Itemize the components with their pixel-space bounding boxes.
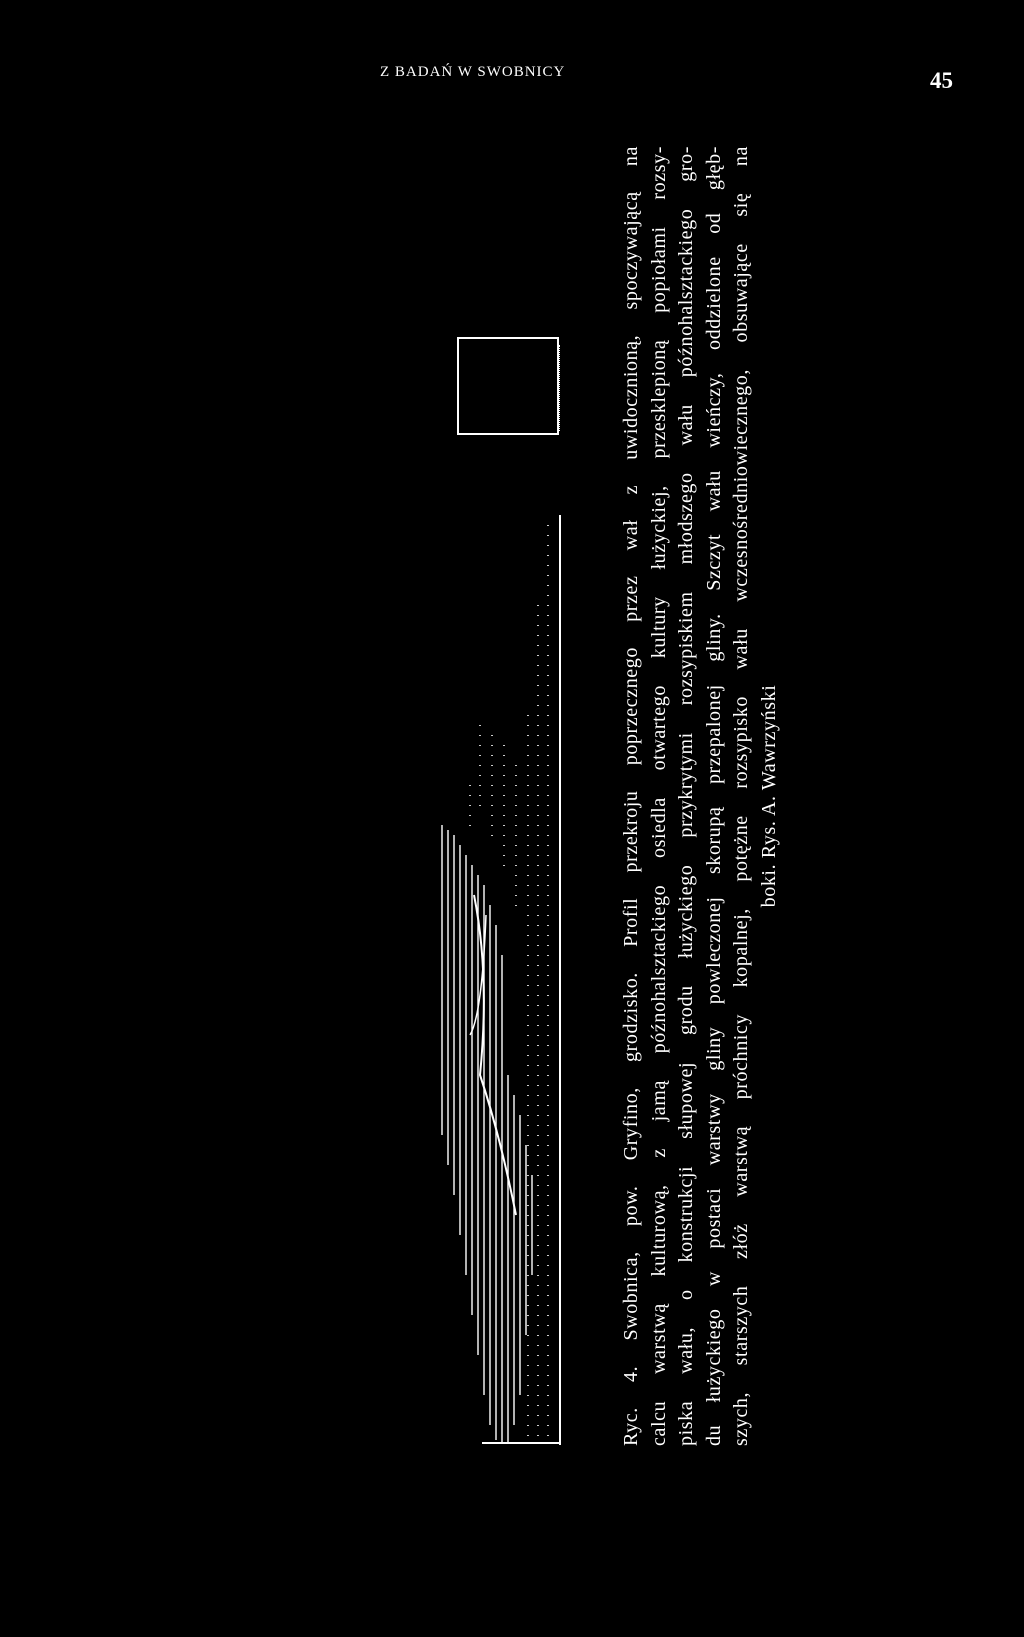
legend-box bbox=[457, 337, 559, 435]
figure-caption bbox=[618, 146, 780, 1446]
running-head: Z BADAŃ W SWOBNICY bbox=[380, 64, 566, 80]
section-profile-drawing bbox=[430, 515, 570, 1455]
rampart-layers bbox=[442, 825, 532, 1443]
inner-layer-boundary bbox=[474, 895, 516, 1215]
caption-line: piska wału, o konstrukcji słupowej grodu łużyckiego przykrytymi rozsypiskiem młodszego wału późnohalsztackiego gro- bbox=[675, 146, 697, 1446]
caption-line: Ryc. 4. Swobnica, pow. Gryfino, grodzisko. Profil przekroju poprzecznego przez wał z uwidocznioną, spoczywającą na bbox=[620, 146, 642, 1446]
page-number: 45 bbox=[930, 68, 953, 93]
caption-line: du łużyckiego w postaci warstwy gliny powleczonej skorupą przepalonej gliny. Szczyt wału wieńczy, oddzielone od głęb- bbox=[702, 146, 725, 1446]
caption-line: calcu warstwą kulturową, z jamą późnohalsztackiego osiedla otwartego kultury łużyckiej, przesklepioną popiołami rozsy- bbox=[647, 146, 670, 1446]
caption-line: boki. Rys. A. Wawrzyński bbox=[757, 684, 780, 908]
caption-line: szych, starszych złóż warstwą próchnicy kopalnej, potężne rozsypisko wału wczesnośredniowiecznego, obsuwające się na bbox=[730, 146, 752, 1446]
